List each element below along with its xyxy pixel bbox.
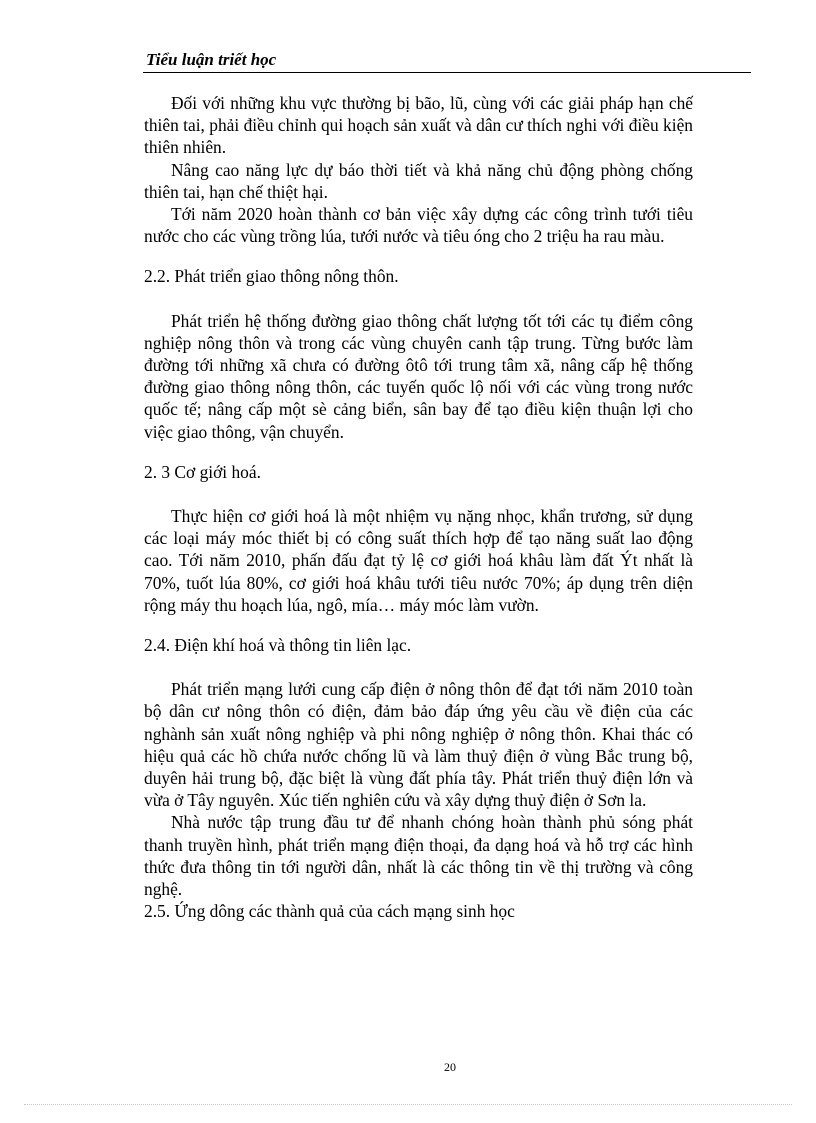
section-heading-biology: 2.5. Ứng dông các thành quả của cách mạng sinh học [144,901,515,922]
paragraph-broadcasting: Nhà nước tập trung đầu tư để nhanh chóng hoàn thành phủ sóng phát thanh truyền hình, phát triển mạng điện thoại, đa dạng hoá và hỗ trợ các hình thức đưa thông tin tới người dân, nhất là các thông tin về thị trường và công nghệ. [144,812,693,900]
section-heading-electrification: 2.4. Điện khí hoá và thông tin liên lạc. [144,635,412,656]
paragraph-forecasting: Nâng cao năng lực dự báo thời tiết và khả năng chủ động phòng chống thiên tai, hạn chế thiệt hại. [144,159,693,202]
paragraph-electrification: Phát triển mạng lưới cung cấp điện ở nông thôn để đạt tới năm 2010 toàn bộ dân cư nông thôn có điện, đảm bảo đáp ứng yêu cầu về điện của các nghành sản xuất nông nghiệp và phi nông nghiệp ở nông thôn. Khai thác có hiệu quả các hồ chứa nước chống lũ và làm thuỷ điện ở vùng Bắc trung bộ, duyên hải trung bộ, đặc biệt là vùng đất phía tây. Phát triển thuỷ điện lớn và vừa ở Tây nguyên. Xúc tiến nghiên cứu và xây dựng thuỷ điện ở Sơn la. [144,679,693,811]
page-number: 20 [444,1060,456,1074]
running-header-title: Tiểu luận triết học [146,50,277,69]
header-rule [143,72,751,73]
paragraph-irrigation: Tới năm 2020 hoàn thành cơ bản việc xây dựng các công trình tưới tiêu nước cho các vùng trồng lúa, tưới nước và tiêu óng cho 2 triệu ha rau màu. [144,204,693,247]
section-heading-transport: 2.2. Phát triển giao thông nông thôn. [144,266,399,287]
page-body [144,92,693,923]
bottom-dotted-border [24,1104,792,1105]
paragraph-transport: Phát triển hệ thống đường giao thông chất lượng tốt tới các tụ điểm công nghiệp nông thôn và trong các vùng chuyên canh tập trung. Từng bước làm đường tới những xã chưa có đường ôtô tới trung tâm xã, nâng cấp hệ thống đường giao thông nông thôn, các tuyến quốc lộ nối với các vùng trong nước quốc tế; nâng cấp một sè cảng biển, sân bay để tạo điều kiện thuận lợi cho việc giao thông, vận chuyển. [144,310,693,442]
paragraph-flood-planning: Đối với những khu vực thường bị bão, lũ, cùng với các giải pháp hạn chế thiên tai, phải điều chỉnh qui hoạch sản xuất và dân cư thích nghi với điều kiện thiên nhiên. [144,93,693,158]
paragraph-mechanization: Thực hiện cơ giới hoá là một nhiệm vụ nặng nhọc, khẩn trương, sử dụng các loại máy móc thiết bị có công suất thích hợp để tạo năng suất lao động cao. Tới năm 2010, phấn đấu đạt tỷ lệ cơ giới hoá khâu làm đất Ýt nhất là 70%, tuốt lúa 80%, cơ giới hoá khâu tưới tiêu nước 70%; áp dụng trên diện rộng máy thu hoạch lúa, ngô, mía… máy móc làm vườn. [144,506,693,615]
section-heading-mechanization: 2. 3 Cơ giới hoá. [144,461,261,482]
